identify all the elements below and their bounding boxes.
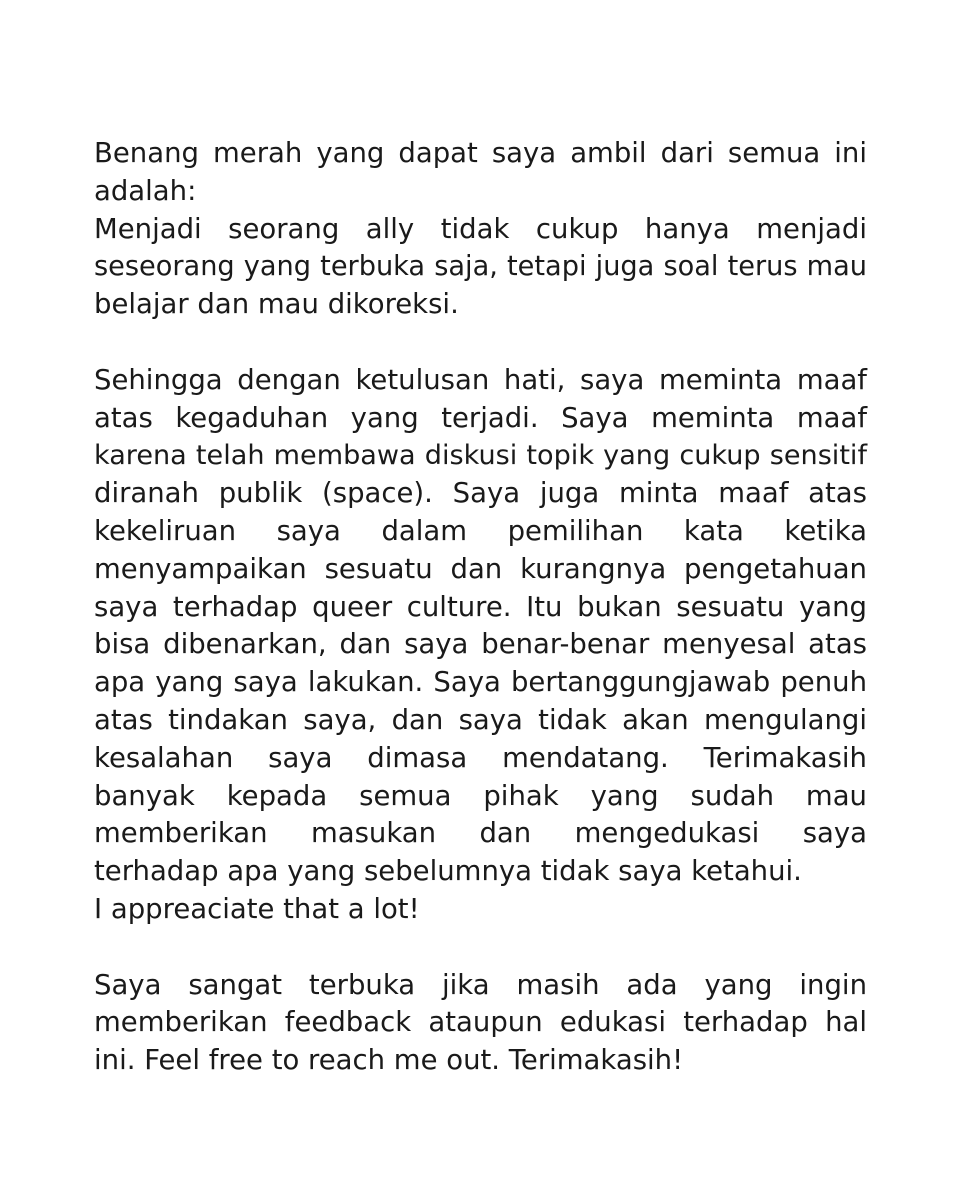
text-line: Menjadi seorang ally tidak cukup hanya menjadi xyxy=(94,212,867,245)
paragraph xyxy=(94,362,867,929)
text-line: terhadap apa yang sebelumnya tidak saya ketahui. xyxy=(94,855,802,888)
text-line: Benang merah yang dapat saya ambil dari semua ini xyxy=(94,137,867,169)
text-line: I appreaciate that a lot! xyxy=(94,892,420,925)
text-line: apa yang saya lakukan. Saya bertanggungjawab penuh xyxy=(94,666,867,699)
text-line: memberikan feedback ataupun edukasi terhadap hal xyxy=(94,1006,867,1039)
text-line: adalah: xyxy=(94,174,197,207)
text-line: banyak kepada semua pihak yang sudah mau xyxy=(94,779,867,812)
text-line: atas tindakan saya, dan saya tidak akan mengulangi xyxy=(94,703,867,736)
text-line: kekeliruan saya dalam pemilihan kata ketika xyxy=(94,514,867,547)
text-line: Sehingga dengan ketulusan hati, saya meminta maaf xyxy=(94,363,867,396)
text-line: kesalahan saya dimasa mendatang. Terimakasih xyxy=(94,741,867,774)
paragraph xyxy=(94,967,867,1080)
paragraph xyxy=(94,135,867,324)
text-line: menyampaikan sesuatu dan kurangnya pengetahuan xyxy=(94,552,867,585)
text-line: atas kegaduhan yang terjadi. Saya meminta maaf xyxy=(94,401,867,434)
text-line: ini. Feel free to reach me out. Terimakasih! xyxy=(94,1044,684,1077)
text-line: seseorang yang terbuka saja, tetapi juga soal terus mau xyxy=(94,251,867,283)
text-line: saya terhadap queer culture. Itu bukan sesuatu yang xyxy=(94,590,867,623)
text-line: Saya sangat terbuka jika masih ada yang ingin xyxy=(94,968,867,1001)
text-line: karena telah membawa diskusi topik yang cukup sensitif xyxy=(94,440,867,472)
text-line: memberikan masukan dan mengedukasi saya xyxy=(94,817,867,850)
text-line: diranah publik (space). Saya juga minta maaf atas xyxy=(94,477,867,510)
document-body xyxy=(94,135,867,1118)
text-line: bisa dibenarkan, dan saya benar-benar menyesal atas xyxy=(94,628,867,661)
text-line: belajar dan mau dikoreksi. xyxy=(94,288,459,321)
